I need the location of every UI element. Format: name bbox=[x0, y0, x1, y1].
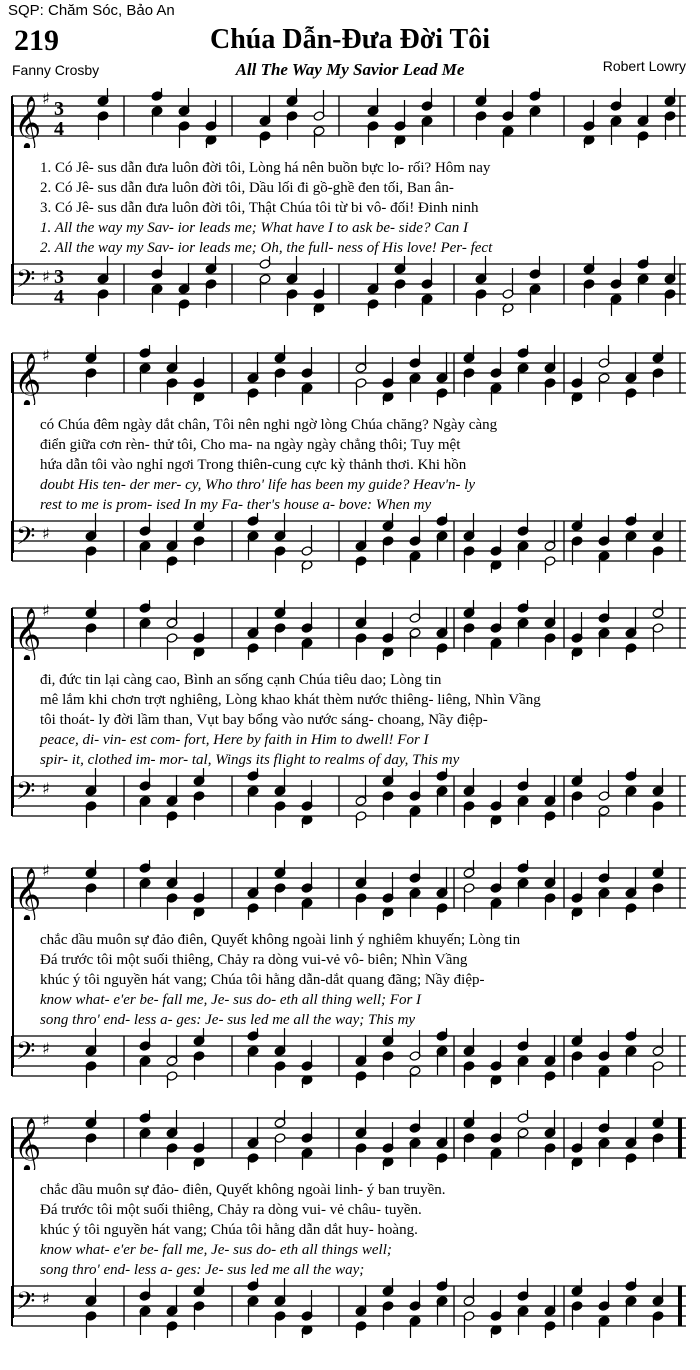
music-system bbox=[0, 1110, 700, 1350]
english-lyric-line: 2. All the way my Sav- ior leads me; Oh, the full- ness of His love! Per- fect bbox=[40, 240, 493, 256]
bass-staff bbox=[4, 768, 694, 828]
treble-staff bbox=[4, 860, 694, 920]
sharp-icon: ♯ bbox=[42, 861, 50, 880]
lyrics-block bbox=[40, 158, 680, 258]
music-system bbox=[0, 600, 700, 840]
sharp-icon: ♯ bbox=[42, 1289, 50, 1308]
treble-clef-icon: 𝄞 bbox=[14, 352, 42, 405]
english-lyric-line: song thro' end- less a- ges: Je- sus led me all the way; bbox=[40, 1262, 365, 1278]
bass-clef-icon: 𝄢 bbox=[16, 522, 36, 557]
vietnamese-lyric-line: hứa dẫn tôi vào nghỉ ngơi Trong thiên-cung cực kỳ thảnh thơi. Khi hồn bbox=[40, 457, 467, 473]
vietnamese-lyric-line: mê lắm khi chơn trợt nghiêng, Lòng khao khát thèm nước thiêng- liêng, Nhìn Vầng bbox=[40, 692, 541, 708]
hymn-number: 219 bbox=[14, 24, 59, 57]
sharp-icon: ♯ bbox=[42, 601, 50, 620]
treble-clef-icon: 𝄞 bbox=[14, 95, 42, 148]
treble-staff bbox=[4, 1110, 694, 1170]
lyrics-block bbox=[40, 670, 680, 770]
english-lyric-line: rest to me is prom- ised In my Fa- ther's house a- bove: When my bbox=[40, 497, 432, 513]
vietnamese-lyric-line: Đá trước tôi một suối thiêng, Chảy ra dòng vui-vẻ vô- biên; Nhìn Vầng bbox=[40, 952, 468, 968]
bass-clef-icon: 𝄢 bbox=[16, 777, 36, 812]
bass-clef-icon: 𝄢 bbox=[16, 1287, 36, 1322]
hymn-title: Chúa Dẫn-Đưa Đời Tôi bbox=[210, 24, 490, 55]
bass-staff bbox=[4, 256, 694, 316]
treble-clef-icon: 𝄞 bbox=[14, 607, 42, 660]
sharp-icon: ♯ bbox=[42, 779, 50, 798]
lyrics-block bbox=[40, 1180, 680, 1280]
vietnamese-lyric-line: khúc ý tôi nguyền hát vang; Chúa tôi hằng dẫn dắt huy- hoàng. bbox=[40, 1222, 418, 1238]
english-lyric-line: spir- it, clothed im- mor- tal, Wings its flight to realms of day, This my bbox=[40, 752, 460, 768]
vietnamese-lyric-line: 1. Có Jê- sus dẫn đưa luôn đời tôi, Lòng há nên buồn bực lo- rối? Hôm nay bbox=[40, 160, 491, 176]
time-signature: 3 bbox=[54, 98, 64, 120]
treble-staff bbox=[4, 88, 694, 148]
english-title: All The Way My Savior Lead Me bbox=[235, 60, 465, 79]
composer: Robert Lowry bbox=[602, 58, 686, 74]
vietnamese-lyric-line: khúc ý tôi nguyền hát vang; Chúa tôi hằng dẫn-dắt quang đãng; Nầy điệp- bbox=[40, 972, 485, 988]
vietnamese-lyric-line: điển giữa cơn rèn- thử tôi, Cho ma- na ngày ngày chẳng thôi; Tuy mệt bbox=[40, 437, 461, 453]
treble-clef-icon: 𝄞 bbox=[14, 1117, 42, 1170]
vietnamese-lyric-line: 2. Có Jê- sus dẫn đưa luôn đời tôi, Dầu lối đi gồ-ghề đen tối, Ban ân- bbox=[40, 180, 454, 196]
music-system bbox=[0, 345, 700, 585]
sharp-icon: ♯ bbox=[42, 89, 50, 108]
bass-clef-icon: 𝄢 bbox=[16, 265, 36, 300]
lyrics-block bbox=[40, 930, 680, 1030]
system-bracket bbox=[12, 1126, 14, 1318]
vietnamese-lyric-line: 3. Có Jê- sus dẫn đưa luôn đời tôi, Thật Chúa tôi từ bi vô- đối! Đinh ninh bbox=[40, 200, 479, 216]
music-system bbox=[0, 860, 700, 1100]
vietnamese-lyric-line: Đá trước tôi một suối thiêng, Chảy ra dòng vui- vẻ châu- tuyền. bbox=[40, 1202, 422, 1218]
system-bracket bbox=[12, 361, 14, 553]
bass-clef-icon: 𝄢 bbox=[16, 1037, 36, 1072]
lyricist: Fanny Crosby bbox=[12, 62, 100, 78]
english-lyric-line: doubt His ten- der mer- cy, Who thro' life has been my guide? Heav'n- ly bbox=[40, 477, 476, 493]
sharp-icon: ♯ bbox=[42, 1039, 50, 1058]
treble-clef-icon: 𝄞 bbox=[14, 867, 42, 920]
system-bracket bbox=[12, 616, 14, 808]
vietnamese-lyric-line: có Chúa đêm ngày dắt chân, Tôi nên nghi ngờ lòng Chúa chăng? Ngày càng bbox=[40, 417, 498, 433]
sharp-icon: ♯ bbox=[42, 524, 50, 543]
english-lyric-line: know what- e'er be- fall me, Je- sus do- eth all things well; bbox=[40, 1242, 392, 1258]
treble-staff bbox=[4, 600, 694, 660]
time-signature: 4 bbox=[54, 286, 64, 308]
treble-staff bbox=[4, 345, 694, 405]
english-lyric-line: know what- e'er be- fall me, Je- sus do- eth all thing well; For I bbox=[40, 992, 422, 1008]
system-bracket bbox=[12, 104, 14, 296]
vietnamese-lyric-line: chắc dầu muôn sự đảo điên, Quyết không ngoài linh ý nghiêm khuyến; Lòng tin bbox=[40, 932, 521, 948]
english-lyric-line: peace, di- vin- est com- fort, Here by faith in Him to dwell! For I bbox=[40, 732, 429, 748]
bass-staff bbox=[4, 513, 694, 573]
music-system bbox=[0, 88, 700, 328]
vietnamese-lyric-line: tôi thoát- ly đời lầm than, Vụt bay bổng vào nước sáng- choang, Nầy điệp- bbox=[40, 712, 488, 728]
vietnamese-lyric-line: chắc dầu muôn sự đảo- điên, Quyết không ngoài linh- ý ban truyền. bbox=[40, 1182, 446, 1198]
english-lyric-line: song thro' end- less a- ges: Je- sus led me all the way; This my bbox=[40, 1012, 416, 1028]
time-signature: 3 bbox=[54, 266, 64, 288]
sharp-icon: ♯ bbox=[42, 267, 50, 286]
time-signature: 4 bbox=[54, 118, 64, 140]
vietnamese-lyric-line: đi, đức tin lại càng cao, Bình an sống cạnh Chúa tiêu dao; Lòng tin bbox=[40, 672, 442, 688]
sharp-icon: ♯ bbox=[42, 346, 50, 365]
system-bracket bbox=[12, 876, 14, 1068]
bass-staff bbox=[4, 1028, 694, 1088]
bass-staff bbox=[4, 1278, 694, 1338]
lyrics-block bbox=[40, 415, 680, 515]
tune-name: SQP: Chăm Sóc, Bảo An bbox=[8, 2, 175, 19]
english-lyric-line: 1. All the way my Sav- ior leads me; What have I to ask be- side? Can I bbox=[40, 220, 468, 236]
sharp-icon: ♯ bbox=[42, 1111, 50, 1130]
